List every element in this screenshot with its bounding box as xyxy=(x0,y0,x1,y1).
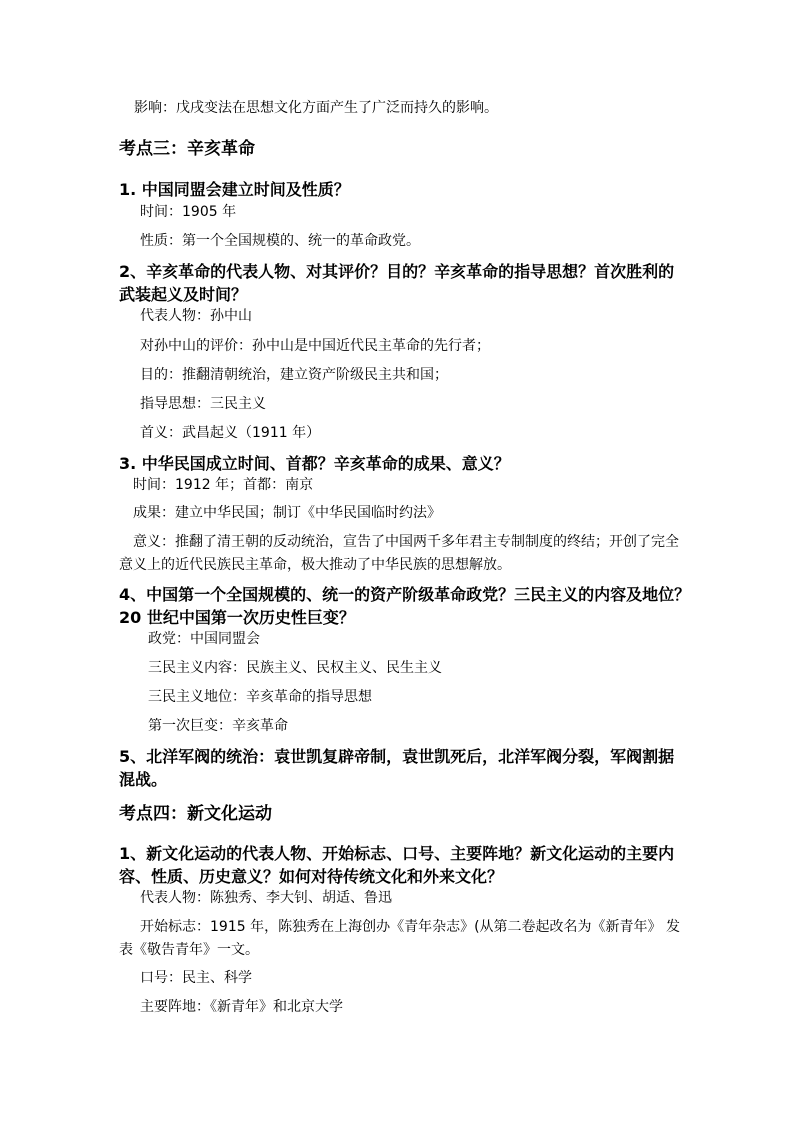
q1-nature: 性质：第一个全国规模的、统一的革命政党。 xyxy=(140,233,420,249)
q4-party: 政党：中国同盟会 xyxy=(148,631,260,647)
q2-first-uprising: 首义：武昌起义（1911 年） xyxy=(140,425,321,441)
section4-title: 考点四：新文化运动 xyxy=(119,804,272,824)
q1-time: 时间：1905 年 xyxy=(140,204,237,220)
s4-q1-title-line2: 容、性质、历史意义？如何对待传统文化和外来文化？ xyxy=(119,867,504,886)
q2-ideology: 指导思想：三民主义 xyxy=(140,396,266,412)
s4-q1-main-base: 主要阵地：《新青年》和北京大学 xyxy=(140,999,343,1015)
q2-title-line2: 武装起义及时间？ xyxy=(119,285,248,304)
q4-change: 第一次巨变：辛亥革命 xyxy=(148,718,288,734)
q3-time-capital: 时间：1912 年；首都：南京 xyxy=(133,477,314,493)
s4-q1-start-line1: 开始标志：1915 年，陈独秀在上海创办《青年杂志》(从第二卷起改名为《新青年》 发 xyxy=(140,919,680,935)
q4-status: 三民主义地位：辛亥革命的指导思想 xyxy=(148,689,372,705)
q2-title-line1: 2、辛亥革命的代表人物、对其评价？目的？辛亥革命的指导思想？首次胜利的 xyxy=(119,262,675,281)
q3-result: 成果：建立中华民国；制订《中华民国临时约法》 xyxy=(133,505,441,521)
q3-meaning-line2: 意义上的近代民族民主革命，极大推动了中华民族的思想解放。 xyxy=(119,557,511,573)
s4-q1-representative: 代表人物：陈独秀、李大钊、胡适、鲁迅 xyxy=(140,890,392,906)
q4-title-line2: 20 世纪中国第一次历史性巨变？ xyxy=(119,608,355,627)
s4-q1-start-line2: 表《敬告青年》一文。 xyxy=(119,942,259,958)
s4-q1-slogan: 口号：民主、科学 xyxy=(140,970,252,986)
intro-impact: 影响：戊戌变法在思想文化方面产生了广泛而持久的影响。 xyxy=(134,100,498,116)
q2-representative: 代表人物：孙中山 xyxy=(140,308,252,324)
q3-title: 3. 中华民国成立时间、首都？辛亥革命的成果、意义？ xyxy=(119,454,510,473)
q2-evaluation: 对孙中山的评价：孙中山是中国近代民主革命的先行者； xyxy=(140,338,490,354)
q5-line2: 混战。 xyxy=(119,770,168,789)
q5-line1: 5、北洋军阀的统治：袁世凯复辟帝制，袁世凯死后，北洋军阀分裂，军阀割据 xyxy=(119,747,675,766)
q1-title: 1. 中国同盟会建立时间及性质？ xyxy=(119,180,350,199)
s4-q1-title-line1: 1、新文化运动的代表人物、开始标志、口号、主要阵地？新文化运动的主要内 xyxy=(119,844,675,863)
q4-content: 三民主义内容：民族主义、民权主义、民生主义 xyxy=(148,660,442,676)
section3-title: 考点三：辛亥革命 xyxy=(119,139,255,159)
q4-title-line1: 4、中国第一个全国规模的、统一的资产阶级革命政党？三民主义的内容及地位？ xyxy=(119,585,691,604)
q3-meaning-line1: 意义：推翻了清王朝的反动统治，宣告了中国两千多年君主专制制度的终结；开创了完全 xyxy=(133,534,679,550)
q2-goal: 目的：推翻清朝统治，建立资产阶级民主共和国； xyxy=(140,367,448,383)
